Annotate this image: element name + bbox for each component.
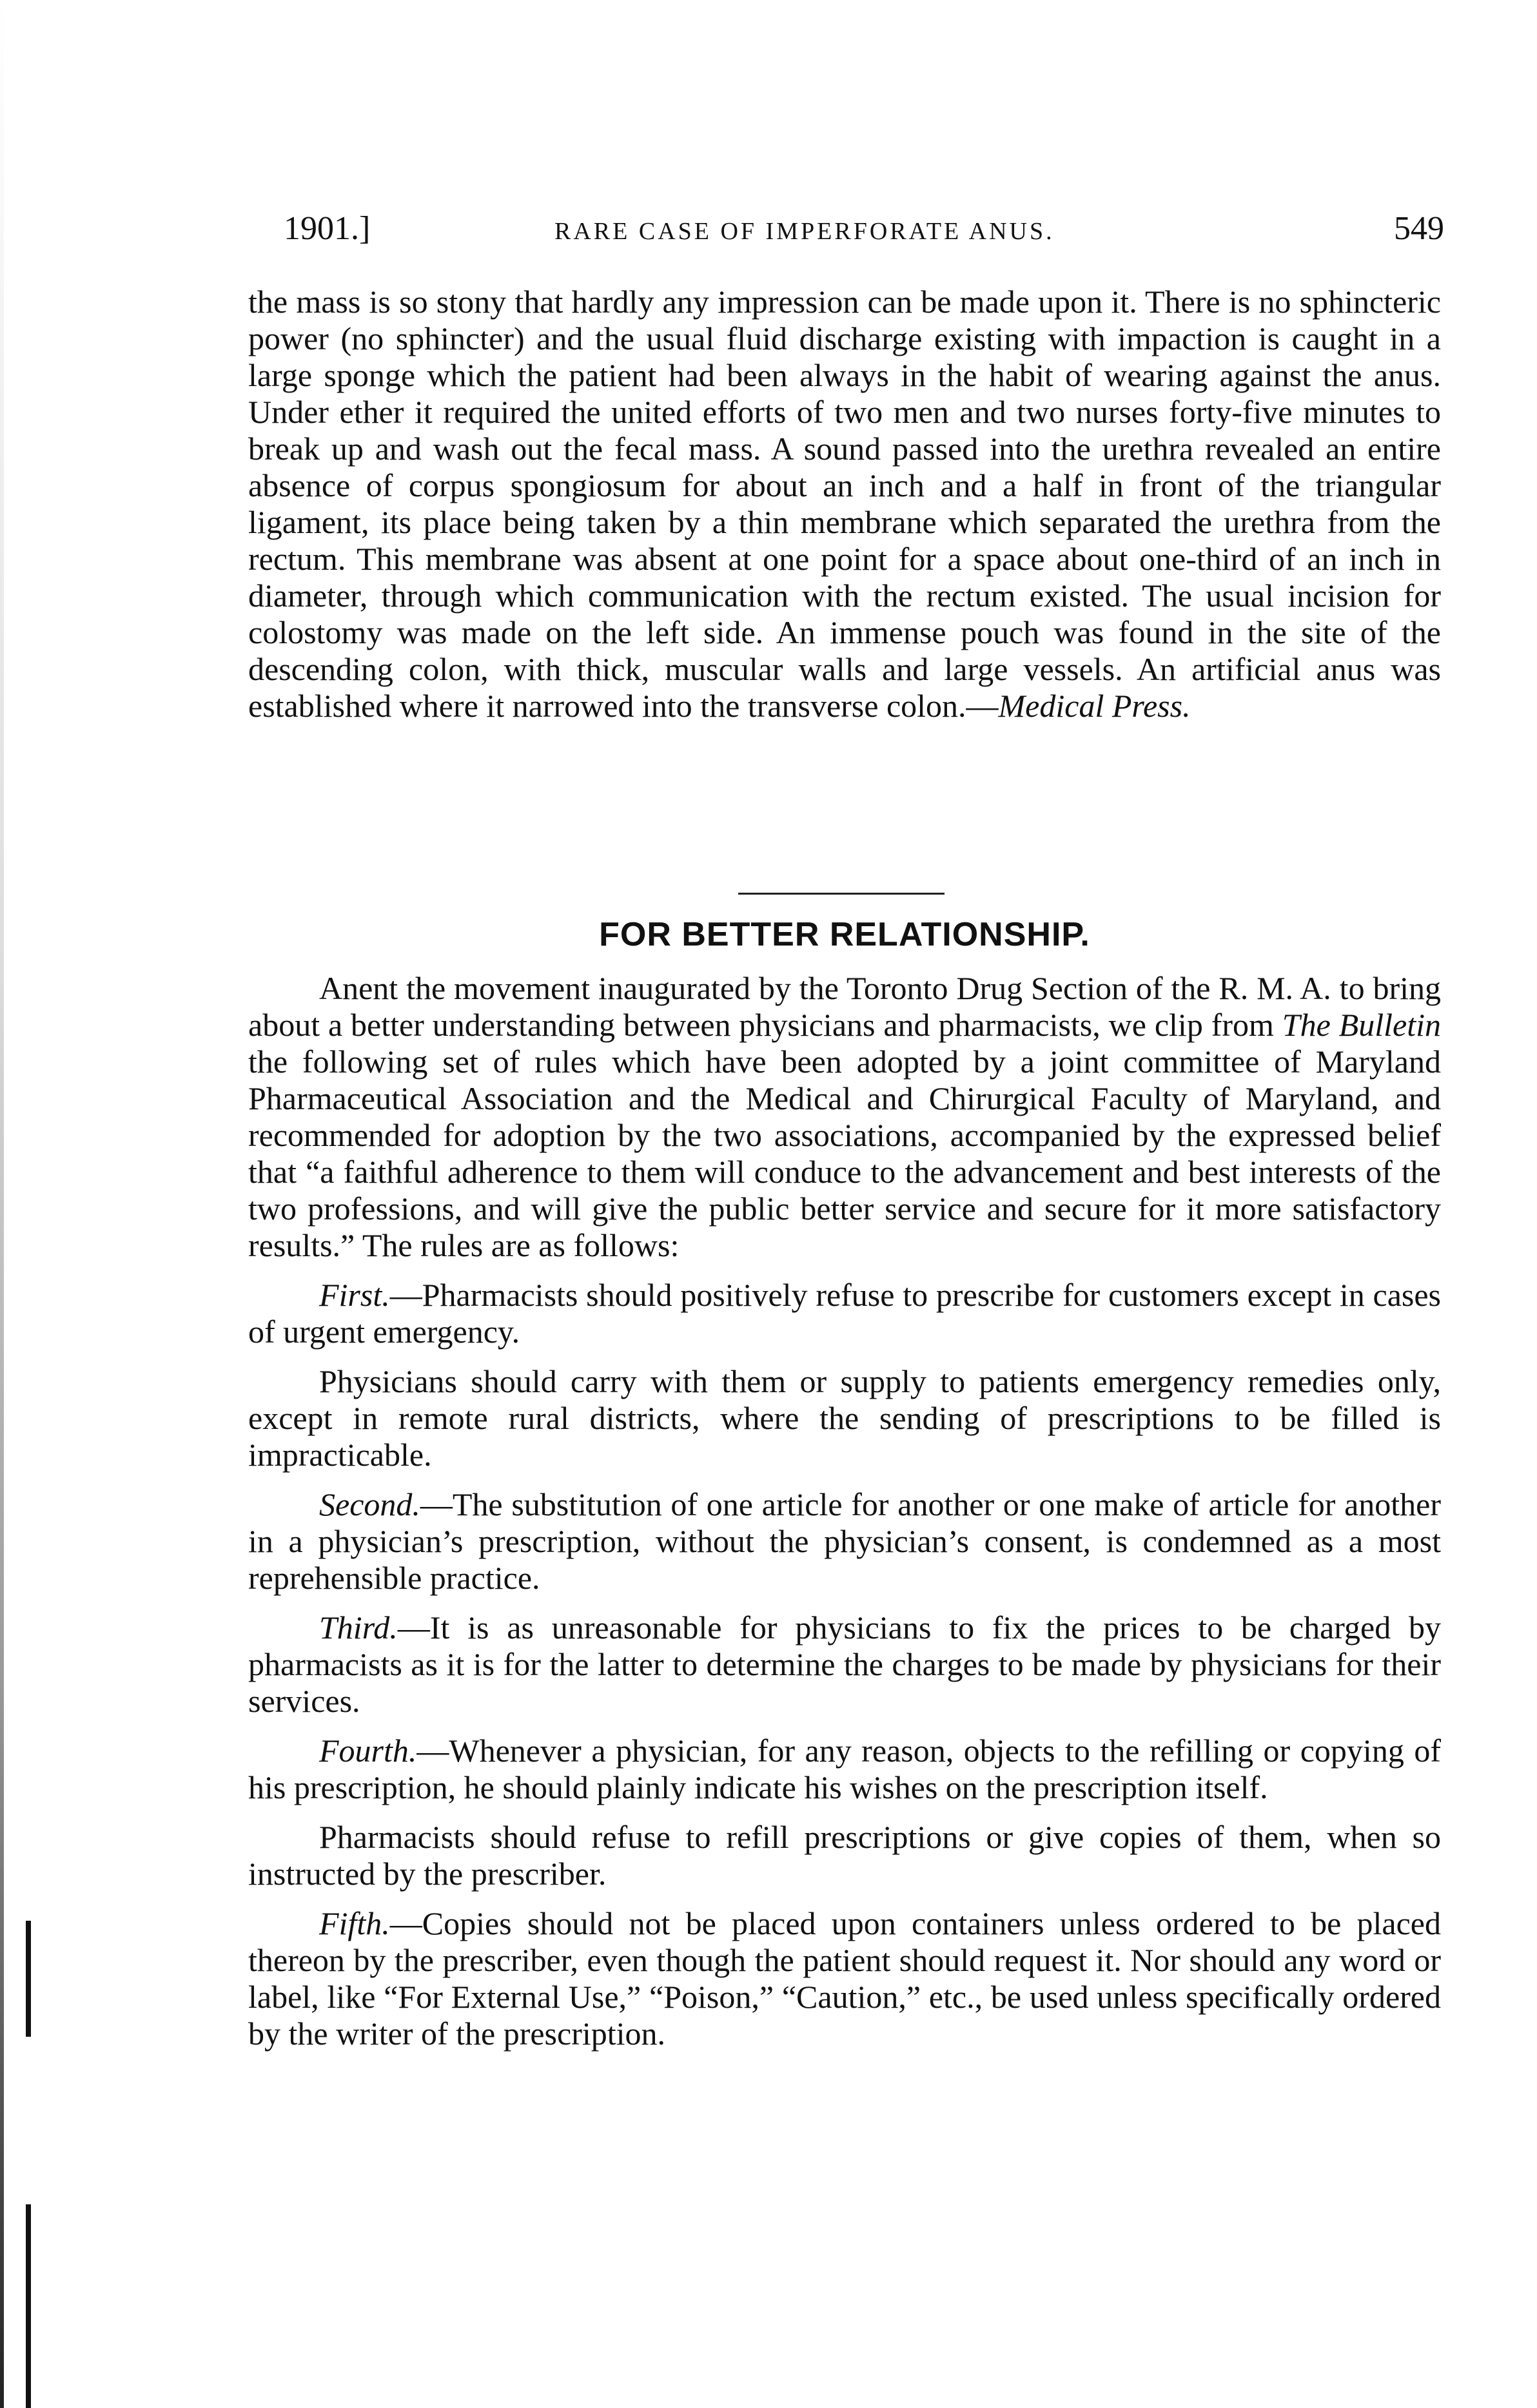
running-title: RARE CASE OF IMPERFORATE ANUS.: [554, 218, 1055, 245]
section-divider: [738, 893, 945, 895]
rule-text: Physicians should carry with them or supply to patients emergency remedies only, except in remote rural districts, where the sending of prescriptions to be filled is impracticable.: [248, 1363, 1441, 1473]
scan-edge-shadow: [0, 0, 4, 2408]
rule-paragraph: [248, 1905, 1441, 2052]
rule-text: —It is as unreasonable for physicians to fix the prices to be charged by pharmacists as it is for the latter to determine the charges to be made by physicians for their services.: [248, 1609, 1441, 1719]
paragraph-text: the mass is so stony that hardly any impression can be made upon it. There is no sphincteric power (no sphincter) and the usual fluid discharge existing with impaction is caught in a large sponge which the patient had been always in the habit of wearing against the anus. Under ether it required the united efforts of two men and two nurses forty-five minutes to break up and wash out the fecal mass. A sound passed into the urethra revealed an entire absence of corpus spongiosum for about an inch and a half in front of the triangular ligament, its place being taken by a thin membrane which separated the urethra from the rectum. This membrane was absent at one point for a space about one-third of an inch in diameter, through which communication with the rectum existed. The usual incision for colostomy was made on the left side. An immense pouch was found in the site of the descending colon, with thick, muscular walls and large vessels. An artificial anus was established where it narrowed into the transverse colon.—: [248, 284, 1441, 724]
intro-paragraph: [248, 970, 1441, 1264]
header-year: 1901.]: [284, 210, 371, 247]
section-title: FOR BETTER RELATIONSHIP.: [599, 916, 1090, 953]
rule-label: Second.: [319, 1486, 420, 1522]
continued-paragraph: [248, 284, 1441, 724]
rule-text: Pharmacists should refuse to refill prescriptions or give copies of them, when so instructed by the prescriber.: [248, 1819, 1441, 1892]
rule-label: First.: [319, 1277, 390, 1313]
intro-text: Anent the movement inaugurated by the Toronto Drug Section of the R. M. A. to bring about a better understanding between physicians and pharmacists, we clip from: [248, 970, 1441, 1043]
rule-paragraph: [248, 1486, 1441, 1597]
relationship-article: [248, 970, 1441, 2052]
rule-paragraph: [248, 1363, 1441, 1473]
bulletin-title: The Bulletin: [1282, 1007, 1441, 1043]
continued-article: [248, 284, 1441, 724]
rule-text: —Pharmacists should positively refuse to prescribe for customers except in cases of urgent emergency.: [248, 1277, 1441, 1350]
rule-text: —Whenever a physician, for any reason, objects to the refilling or copying of his prescription, he should plainly indicate his wishes on the prescription itself.: [248, 1733, 1441, 1805]
rule-text: —The substitution of one article for another or one make of article for another in a physician’s prescription, without the physician’s consent, is condemned as a most reprehensible practice.: [248, 1486, 1441, 1596]
rule-text: —Copies should not be placed upon containers unless ordered to be placed thereon by the prescriber, even though the patient should request it. Nor should any word or label, like “For External Use,” “Poison,” “Caution,” etc., be used unless specifically ordered by the writer of the prescription.: [248, 1905, 1441, 2052]
scan-edge-mark: [26, 1921, 31, 2037]
running-header: [284, 209, 1444, 255]
rule-label: Third.: [319, 1609, 398, 1646]
rule-paragraph: [248, 1609, 1441, 1720]
rule-label: Fifth.: [319, 1905, 390, 1941]
source-citation: Medical Press.: [998, 688, 1191, 724]
scan-edge-mark: [26, 2204, 31, 2408]
rule-paragraph: [248, 1819, 1441, 1892]
rule-label: Fourth.: [319, 1733, 417, 1769]
rule-paragraph: [248, 1733, 1441, 1806]
rule-paragraph: [248, 1277, 1441, 1350]
page-number: 549: [1394, 210, 1444, 247]
intro-text-continued: the following set of rules which have been adopted by a joint committee of Maryland Pharmaceutical Association and the Medical and Chirurgical Faculty of Maryland, and recommended for adoption by the two associations, accompanied by the expressed belief that “a faithful adherence to them will conduce to the advancement and best interests of the two professions, and will give the public better service and secure for it more satisfactory results.” The rules are as follows:: [248, 1044, 1441, 1263]
